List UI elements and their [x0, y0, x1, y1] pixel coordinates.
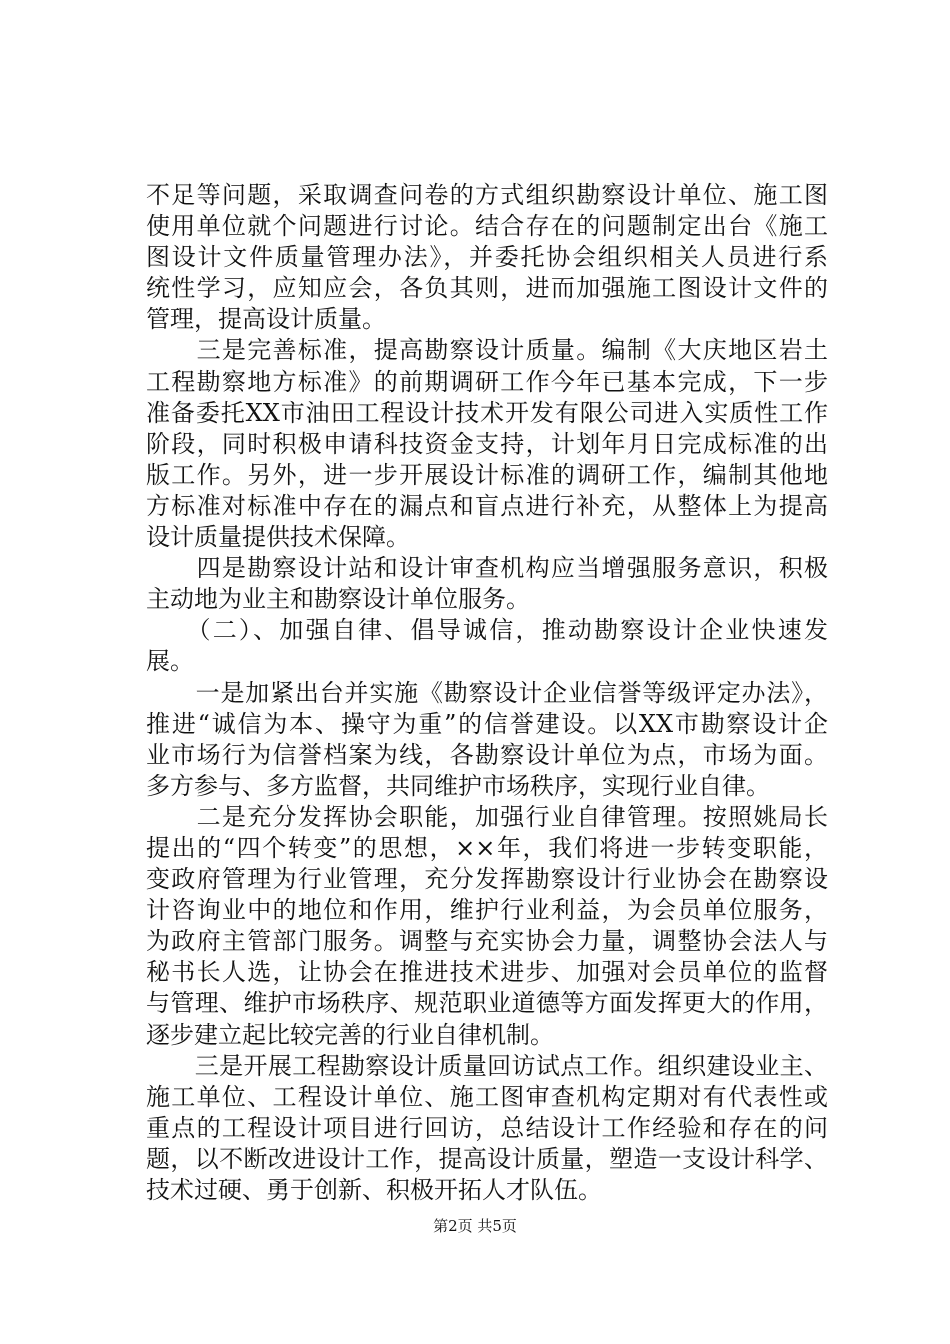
- text-line: 计咨询业中的地位和作用，维护行业利益，为会员单位服务，: [146, 896, 828, 925]
- text-line: 阶段，同时积极申请科技资金支持，计划年月日完成标准的出: [146, 429, 828, 458]
- text-line: 变政府管理为行业管理，充分发挥勘察设计行业协会在勘察设: [146, 865, 828, 894]
- text-line: 三是开展工程勘察设计质量回访试点工作。组织建设业主、: [146, 1051, 828, 1080]
- text-line: 方标准对标准中存在的漏点和盲点进行补充，从整体上为提高: [146, 491, 828, 520]
- text-line: 提出的“四个转变”的思想，××年，我们将进一步转变职能，: [146, 833, 828, 862]
- text-line: 图设计文件质量管理办法》，并委托协会组织相关人员进行系: [146, 243, 828, 272]
- text-line: 不足等问题，采取调查问卷的方式组织勘察设计单位、施工图: [146, 181, 828, 209]
- text-line: 统性学习，应知应会，各负其则，进而加强施工图设计文件的: [146, 274, 828, 303]
- text-line: 题，以不断改进设计工作，提高设计质量，塑造一支设计科学、: [146, 1144, 828, 1173]
- page-number: 第2页 共5页: [433, 1217, 517, 1235]
- text-line: 为政府主管部门服务。调整与充实协会力量，调整协会法人与: [146, 927, 828, 956]
- text-line: 版工作。另外，进一步开展设计标准的调研工作，编制其他地: [146, 460, 828, 489]
- text-line: 秘书长人选，让协会在推进技术进步、加强对会员单位的监督: [146, 958, 828, 987]
- text-line: 展。: [146, 647, 194, 676]
- page-footer: [0, 1216, 950, 1236]
- text-line: 业市场行为信誉档案为线，各勘察设计单位为点，市场为面。: [146, 740, 828, 769]
- text-line: 设计质量提供技术保障。: [146, 523, 410, 552]
- text-line: 管理，提高设计质量。: [146, 305, 386, 334]
- text-line: 多方参与、多方监督，共同维护市场秩序，实现行业自律。: [146, 771, 770, 800]
- text-line: 施工单位、工程设计单位、施工图审查机构定期对有代表性或: [146, 1082, 828, 1111]
- text-line: （二）、加强自律、倡导诚信，推动勘察设计企业快速发: [146, 616, 828, 645]
- text-line: 推进“诚信为本、操守为重”的信誉建设。以XX市勘察设计企: [146, 709, 828, 738]
- text-line: 技术过硬、勇于创新、积极开拓人才队伍。: [146, 1176, 602, 1204]
- text-line: 工程勘察地方标准》的前期调研工作今年已基本完成，下一步: [146, 367, 828, 396]
- text-line: 重点的工程设计项目进行回访，总结设计工作经验和存在的问: [146, 1113, 828, 1142]
- text-line: 二是充分发挥协会职能，加强行业自律管理。按照姚局长: [146, 802, 828, 831]
- text-line: 主动地为业主和勘察设计单位服务。: [146, 585, 530, 614]
- text-line: 四是勘察设计站和设计审查机构应当增强服务意识，积极: [146, 554, 828, 583]
- text-line: 逐步建立起比较完善的行业自律机制。: [146, 1020, 554, 1049]
- text-line: 一是加紧出台并实施《勘察设计企业信誉等级评定办法》，: [146, 678, 828, 707]
- text-line: 使用单位就个问题进行讨论。结合存在的问题制定出台《施工: [146, 212, 828, 241]
- text-line: 与管理、维护市场秩序、规范职业道德等方面发挥更大的作用，: [146, 989, 828, 1018]
- text-line: 准备委托XX市油田工程设计技术开发有限公司进入实质性工作: [146, 398, 828, 427]
- text-line: 三是完善标准，提高勘察设计质量。编制《大庆地区岩土: [146, 336, 828, 365]
- body-text: [146, 180, 828, 1206]
